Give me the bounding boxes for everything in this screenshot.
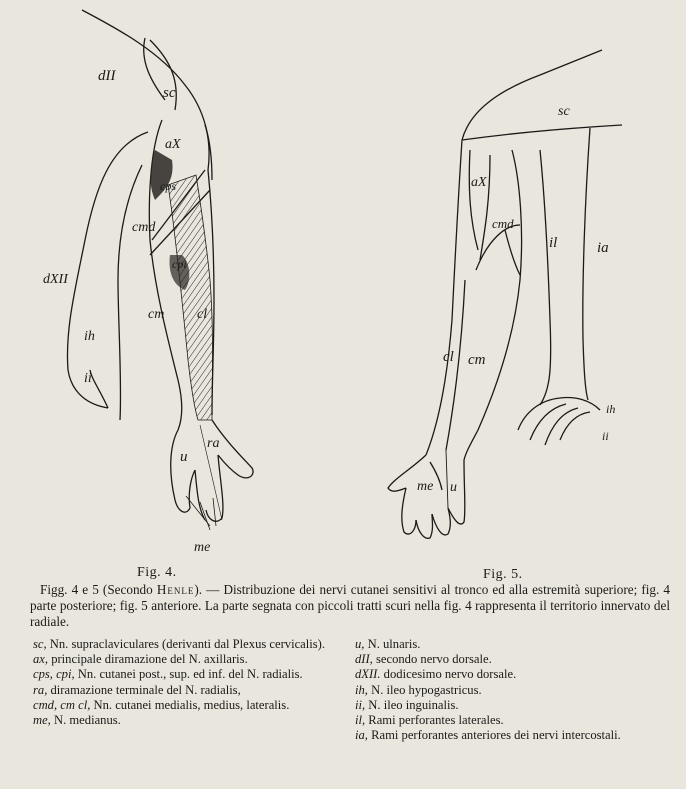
fig4-label-ax: aX — [165, 137, 181, 152]
legend-entry: cps, cpi, Nn. cutanei post., sup. ed inf. del N. radialis. — [33, 667, 303, 682]
fig5-label-il: il — [549, 235, 558, 251]
fig4-label-ii: ii — [84, 371, 92, 386]
legend-entry: cmd, cm cl, Nn. cutanei medialis, medius, lateralis. — [33, 697, 290, 712]
fig4-label-ih: ih — [84, 329, 95, 344]
fig5-labels — [417, 104, 615, 495]
fig4-label-ra: ra — [207, 436, 220, 451]
legend-entry: dXII. dodicesimo nervo dorsale. — [355, 667, 517, 682]
legend-entry: me, N. medianus. — [33, 713, 121, 728]
legend-entry: il, Rami perforantes laterales. — [355, 713, 504, 728]
fig4-label-cps: cps — [160, 179, 176, 193]
caption-author: Henle — [156, 582, 195, 597]
fig5-drawing — [388, 50, 622, 538]
fig4-label-d2: dII — [98, 68, 116, 84]
legend-right — [355, 637, 675, 743]
caption-lead: Figg. 4 e 5 (Secondo — [40, 582, 157, 597]
legend-entry: ii, N. ileo inguinalis. — [355, 697, 459, 712]
legend-entry: sc, Nn. supraclaviculares (derivanti dal Plexus cervicalis). — [33, 637, 326, 651]
legend-entry: ax, principale diramazione del N. axillaris. — [33, 652, 248, 667]
fig4-label-me: me — [194, 540, 211, 555]
fig4-drawing — [67, 10, 253, 530]
fig5-label-ih: ih — [606, 402, 616, 416]
fig5-label-u: u — [450, 480, 457, 495]
caption-rest: ). — Distribuzione dei nervi cutanei sensitivi al tronco ed alla estremità superiore; fig. 4 parte posteriore; fig. 5 anteriore. La parte segnata con piccoli tratti scuri nella fig. 4 rappresenta il territorio innervato del radiale. — [30, 582, 670, 629]
legend-entry: u, N. ulnaris. — [355, 637, 421, 651]
fig5-label-ax: aX — [471, 175, 487, 190]
fig5-label-ia: ia — [597, 240, 609, 256]
legend-entry: ra, diramazione terminale del N. radialis, — [33, 682, 241, 697]
fig5-label-cmd: cmd — [492, 216, 514, 231]
legend-entry: dII, secondo nervo dorsale. — [355, 652, 492, 667]
fig4-label-cpi: cpi — [172, 257, 187, 271]
fig5-label-cl: cl — [443, 349, 454, 365]
fig4-label-cm: cm — [148, 307, 165, 322]
legend-left — [33, 637, 351, 728]
fig5-label-ii: ii — [602, 429, 609, 443]
figure-caption — [30, 582, 670, 630]
fig4-label-cmd: cmd — [132, 220, 156, 235]
fig4-caption: Fig. 4. — [137, 565, 177, 580]
fig4-label-cl: cl — [197, 307, 208, 322]
fig4-label-sc: sc — [163, 85, 176, 101]
legend-entry: ih, N. ileo hypogastricus. — [355, 682, 482, 697]
legend-entry: ia, Rami perforantes anteriores dei nervi intercostali. — [355, 728, 621, 743]
fig5-label-me: me — [417, 479, 434, 494]
fig5-label-cm: cm — [468, 352, 486, 368]
fig5-caption: Fig. 5. — [483, 567, 523, 582]
fig5-label-sc: sc — [558, 104, 570, 119]
fig4-label-u: u — [180, 449, 188, 465]
fig4-label-d12: dXII — [43, 272, 68, 287]
